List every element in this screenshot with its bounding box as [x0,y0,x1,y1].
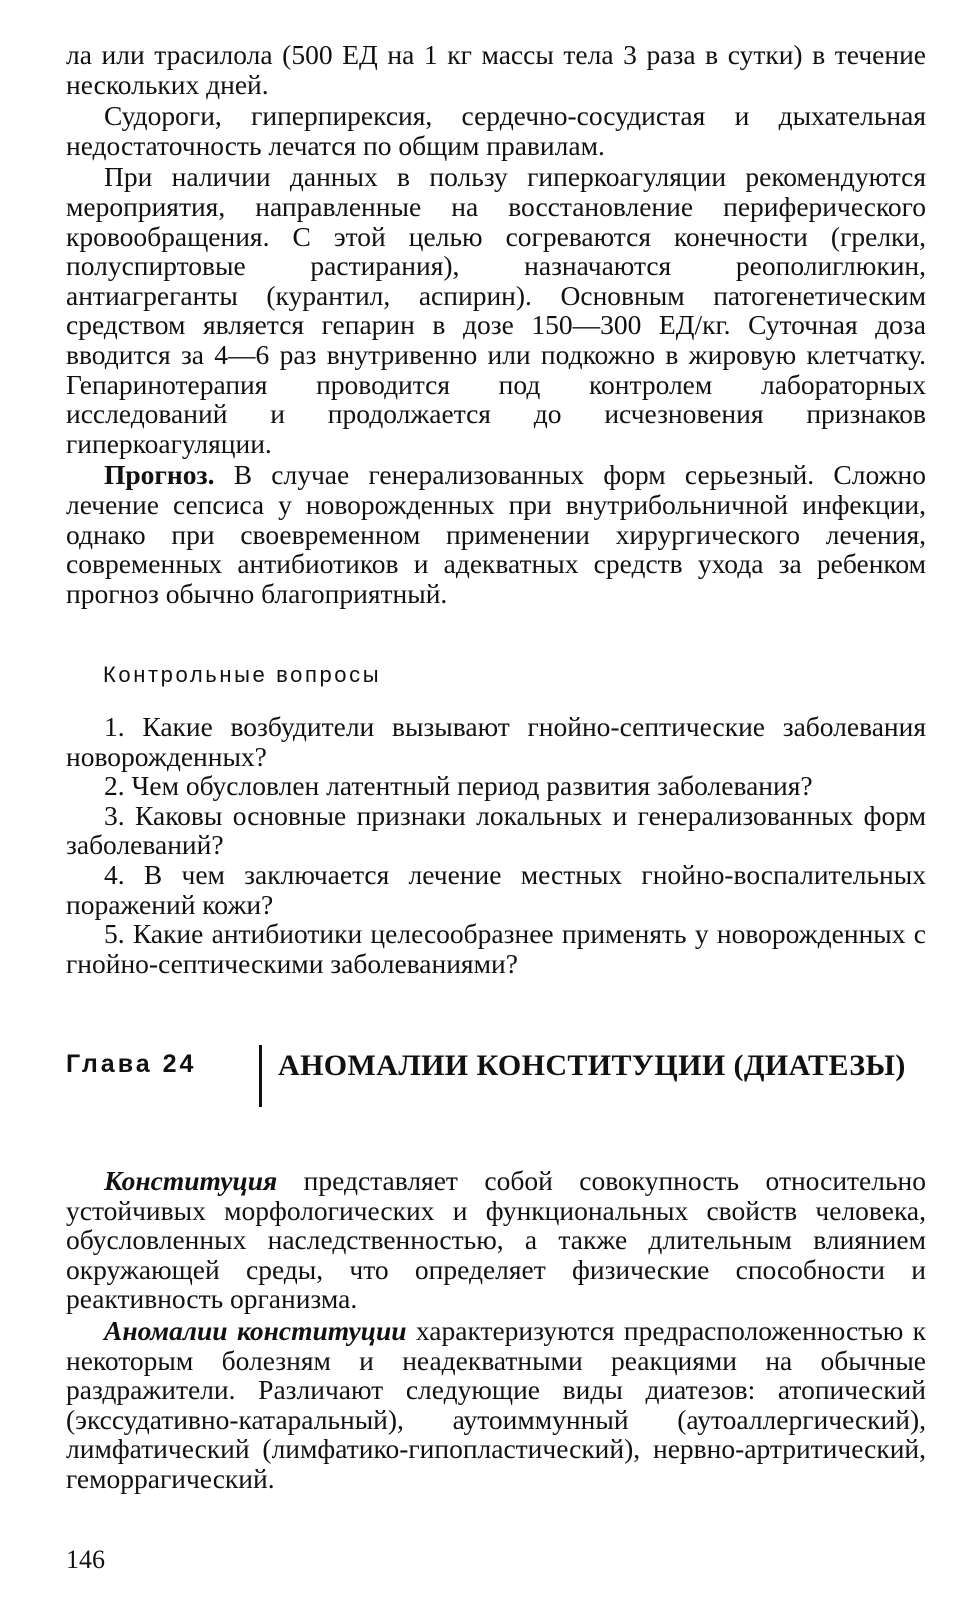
paragraph-constitution [66,1166,926,1314]
body-text-chapter [66,1166,926,1494]
chapter-divider [259,1045,262,1107]
chapter-title: АНОМАЛИИ КОНСТИТУЦИИ (ДИАТЕЗЫ) [278,1049,906,1082]
question-item: 3. Каковы основные признаки локальных и генерализованных форм заболеваний? [66,799,926,861]
paragraph-anomalies [66,1316,926,1494]
paragraph-hypercoagulation: При наличии данных в пользу гиперкоагуляции рекомендуются мероприятия, направленные на восстановление периферического кровообращения. С этой целью согреваются конечности (грелки, полуспиртовые растирания), назначаются реополиглюкин, антиагреганты (курантил, аспирин). Основным патогенетическим средством является гепарин в дозе 150—300 ЕД/кг. Суточная доза вводится за 4—6 раз внутривенно или подкожно в жировую клетчатку. Гепаринотерапия проводится под контролем лабораторных исследований и продолжается до исчезновения признаков гиперкоагуляции. [66,161,926,459]
question-item: 1. Какие возбудители вызывают гнойно-септические заболевания новорожденных? [66,711,926,772]
question-item: 2. Чем обусловлен латентный период развития заболевания? [104,770,813,802]
body-text-top [66,40,926,608]
page-number: 146 [66,1545,105,1574]
paragraph-trasylol: ла или трасилола (500 ЕД на 1 кг массы тела 3 раза в сутки) в течение нескольких дней. [66,39,926,100]
paragraph-convulsions: Судороги, гиперпирексия, сердечно-сосудистая и дыхательная недостаточность лечатся по общим правилам. [66,100,926,161]
anomalies-text: характеризуются предрасположенностью к некоторым болезням и неадекватными реакциями на обычные раздражители. Различают следующие виды диатезов: атопический (экссудативно-катаральный), аутоиммунный (аутоаллергический), лимфатический (лимфатико-гипопластический), нервно-артритический, геморрагический. [66,1314,926,1494]
questions-heading: Контрольные вопросы [103,662,382,687]
chapter-heading [66,1045,926,1109]
term-anomalies: Аномалии конституции [104,1314,407,1346]
question-item: 5. Какие антибиотики целесообразнее применять у новорожденных с гнойно-септическими заболеваниями? [66,918,926,979]
question-item: 4. В чем заключается лечение местных гнойно-воспалительных поражений кожи? [66,858,926,920]
questions-list [66,712,926,978]
constitution-text: представляет собой совокупность относительно устойчивых морфологических и функциональных свойств человека, обусловленных наследственностью, а также длительным влиянием окружающей среды, что определяет физические способности и реактивность организма. [66,1165,926,1315]
paragraph-prognosis [66,460,926,608]
prognosis-label: Прогноз. [104,459,215,491]
term-constitution: Конституция [104,1165,278,1196]
prognosis-text: В случае генерализованных форм серьезный. Сложно лечение сепсиса у новорожденных при внутрибольничной инфекции, однако при своевременном применении хирургического лечения, современных антибиотиков и адекватных средств ухода за ребенком прогноз обычно благоприятный. [66,459,926,609]
chapter-label: Глава 24 [66,1050,197,1078]
